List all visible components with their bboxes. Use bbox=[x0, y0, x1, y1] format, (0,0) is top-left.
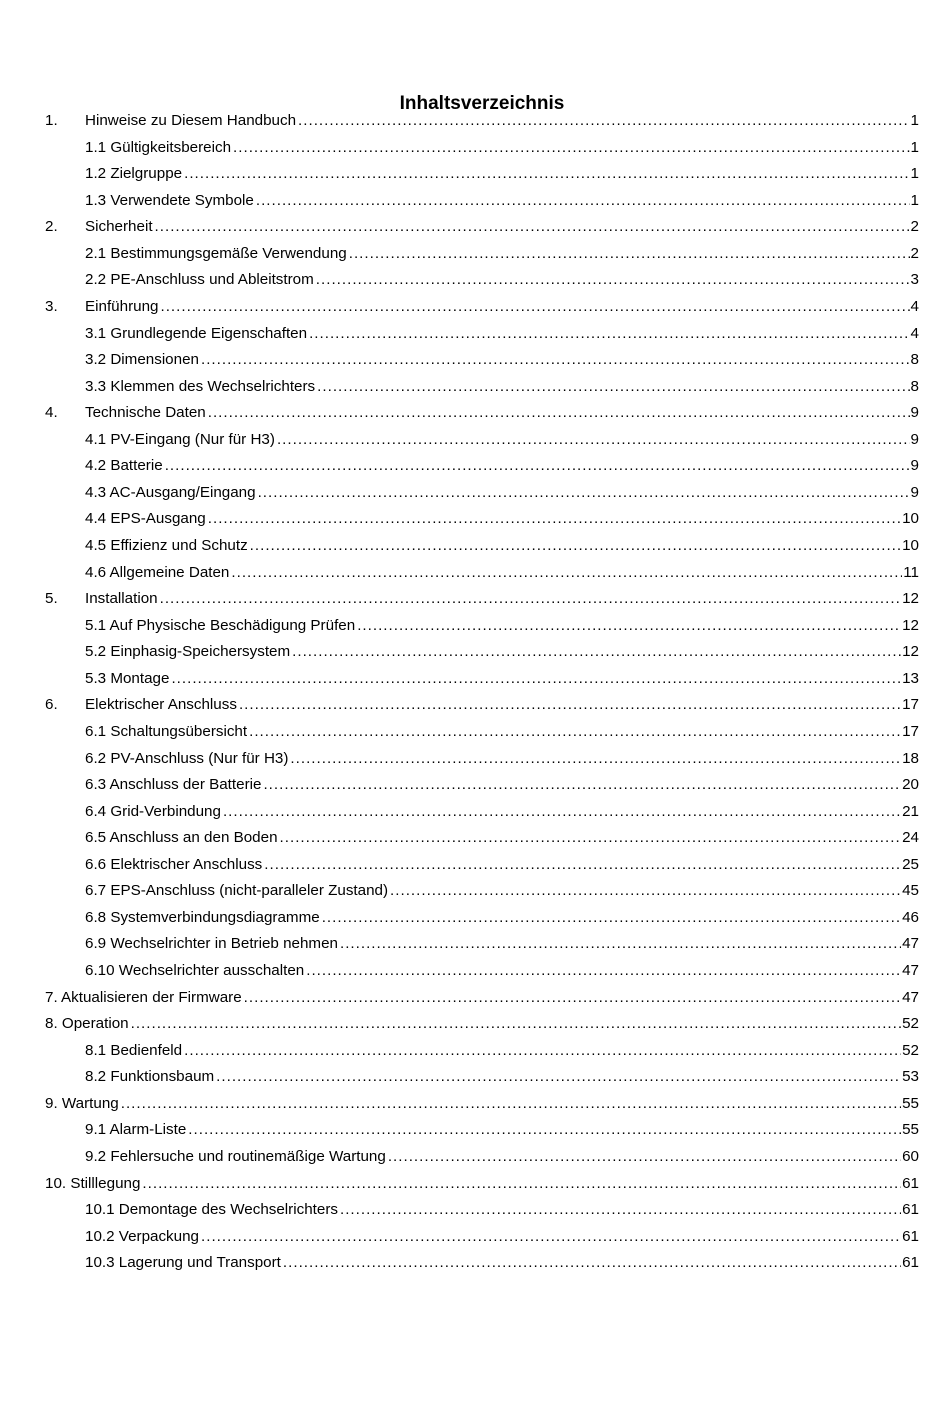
toc-entry-label: 1.1 Gültigkeitsbereich bbox=[85, 138, 232, 156]
toc-entry[interactable] bbox=[0, 161, 950, 188]
toc-entry-page: 3 bbox=[910, 271, 919, 289]
dot-leader bbox=[184, 161, 909, 188]
toc-entry-row bbox=[45, 1011, 919, 1038]
dot-leader bbox=[249, 719, 901, 746]
toc-entry-label: 10.1 Demontage des Wechselrichters bbox=[85, 1201, 338, 1219]
toc-entry-label: 4.2 Batterie bbox=[85, 457, 163, 475]
dot-leader bbox=[244, 985, 901, 1012]
toc-entry-page: 60 bbox=[902, 1147, 919, 1165]
toc-entry-row bbox=[85, 400, 919, 427]
toc-entry-page: 2 bbox=[910, 218, 919, 236]
toc-entry-row bbox=[85, 1224, 919, 1251]
toc-entry-label: 3.1 Grundlegende Eigenschaften bbox=[85, 324, 308, 342]
toc-entry-row bbox=[45, 1171, 919, 1198]
toc-entry[interactable] bbox=[0, 905, 950, 932]
toc-entry-page: 52 bbox=[902, 1015, 919, 1033]
toc-entry-row bbox=[45, 985, 919, 1012]
toc-entry-label: 6.7 EPS-Anschluss (nicht-paralleler Zustand) bbox=[85, 882, 389, 900]
dot-leader bbox=[263, 772, 901, 799]
toc-entry[interactable] bbox=[0, 1064, 950, 1091]
toc-entry-row bbox=[85, 135, 919, 162]
toc-entry-row bbox=[85, 321, 919, 348]
toc-entry-label: Hinweise zu Diesem Handbuch bbox=[85, 112, 297, 129]
toc-entry-label: Sicherheit bbox=[85, 218, 153, 236]
toc-entry-page: 17 bbox=[902, 696, 919, 714]
toc-entry[interactable] bbox=[0, 506, 950, 533]
toc-entry-label: 9.1 Alarm-Liste bbox=[85, 1121, 187, 1139]
toc-entry-row bbox=[85, 639, 919, 666]
toc-entry-label: 6.6 Elektrischer Anschluss bbox=[85, 855, 263, 873]
toc-entry[interactable] bbox=[0, 852, 950, 879]
toc-entry-page: 9 bbox=[910, 404, 919, 422]
toc-entry[interactable] bbox=[0, 294, 950, 321]
toc-entry[interactable] bbox=[0, 241, 950, 268]
toc-entry-page: 61 bbox=[902, 1254, 919, 1272]
toc-entry-page: 12 bbox=[902, 590, 919, 608]
toc-title: Inhaltsverzeichnis bbox=[399, 92, 565, 114]
toc-entry-page: 8 bbox=[910, 377, 919, 395]
dot-leader bbox=[231, 560, 902, 587]
toc-entry[interactable] bbox=[0, 931, 950, 958]
dot-leader bbox=[277, 427, 910, 454]
toc-entry-row bbox=[85, 480, 919, 507]
toc-entry-label: Technische Daten bbox=[85, 404, 206, 422]
toc-entry-page: 4 bbox=[910, 324, 919, 342]
toc-entry-label: 3.2 Dimensionen bbox=[85, 351, 199, 369]
dot-leader bbox=[160, 294, 909, 321]
dot-leader bbox=[390, 878, 901, 905]
toc-entry-row bbox=[45, 1091, 919, 1118]
toc-entry-label: 6.3 Anschluss der Batterie bbox=[85, 776, 262, 794]
toc-entry[interactable] bbox=[0, 1224, 950, 1251]
dot-leader bbox=[184, 1038, 901, 1065]
toc-entry-row bbox=[85, 241, 919, 268]
toc-entry-row bbox=[85, 1117, 919, 1144]
toc-entry-label: 9.2 Fehlersuche und routinemäßige Wartung bbox=[85, 1147, 386, 1165]
toc-entry-label: 4.4 EPS-Ausgang bbox=[85, 510, 206, 528]
toc-entry[interactable] bbox=[0, 560, 950, 587]
toc-entry[interactable] bbox=[0, 347, 950, 374]
toc-entry[interactable] bbox=[0, 374, 950, 401]
dot-leader bbox=[239, 692, 901, 719]
toc-entry-label: 2.2 PE-Anschluss und Ableitstrom bbox=[85, 271, 314, 289]
toc-entry-number: 3. bbox=[45, 297, 58, 315]
toc-entry-page: 2 bbox=[910, 244, 919, 262]
dot-leader bbox=[283, 1250, 901, 1277]
toc-entry-page: 53 bbox=[902, 1068, 919, 1086]
dot-leader bbox=[340, 1197, 901, 1224]
dot-leader bbox=[322, 905, 901, 932]
toc-entry-page: 24 bbox=[902, 829, 919, 847]
dot-leader bbox=[208, 400, 910, 427]
dot-leader bbox=[306, 958, 901, 985]
dot-leader bbox=[264, 852, 901, 879]
dot-leader bbox=[216, 1064, 901, 1091]
toc-entry-page: 8 bbox=[910, 351, 919, 369]
dot-leader bbox=[155, 214, 910, 241]
dot-leader bbox=[357, 613, 901, 640]
toc-entry-page: 55 bbox=[902, 1121, 919, 1139]
toc-entry-page: 52 bbox=[902, 1041, 919, 1059]
toc-entry[interactable] bbox=[0, 321, 950, 348]
toc-entry-page: 45 bbox=[902, 882, 919, 900]
toc-entry-label: 4.3 AC-Ausgang/Eingang bbox=[85, 483, 256, 501]
dot-leader bbox=[292, 639, 901, 666]
dot-leader bbox=[142, 1171, 901, 1198]
toc-entry-label: 6.5 Anschluss an den Boden bbox=[85, 829, 278, 847]
toc-entry-page: 21 bbox=[902, 802, 919, 820]
toc-entry[interactable] bbox=[0, 1038, 950, 1065]
toc-entry-page: 10 bbox=[902, 510, 919, 528]
dot-leader bbox=[349, 241, 910, 268]
toc-entry-page: 17 bbox=[902, 722, 919, 740]
toc-entry-label: 9. Wartung bbox=[45, 1094, 119, 1112]
toc-entry-label: 6.4 Grid-Verbindung bbox=[85, 802, 221, 820]
toc-entry-row bbox=[85, 560, 919, 587]
toc-entry-label: Einführung bbox=[85, 297, 159, 315]
toc-entry-page: 47 bbox=[902, 988, 919, 1006]
dot-leader bbox=[309, 321, 909, 348]
table-of-contents bbox=[0, 108, 950, 1277]
toc-entry-number: 1. bbox=[45, 112, 58, 129]
toc-entry-row bbox=[85, 294, 919, 321]
toc-entry-label: 6.2 PV-Anschluss (Nur für H3) bbox=[85, 749, 289, 767]
toc-entry-label: 5.2 Einphasig-Speichersystem bbox=[85, 643, 291, 661]
toc-entry-label: 4.6 Allgemeine Daten bbox=[85, 563, 230, 581]
toc-entry-row bbox=[85, 692, 919, 719]
toc-entry-row bbox=[85, 427, 919, 454]
toc-entry[interactable] bbox=[0, 772, 950, 799]
dot-leader bbox=[160, 586, 901, 613]
toc-entry-page: 47 bbox=[902, 962, 919, 979]
toc-entry-number: 6. bbox=[45, 696, 58, 714]
toc-entry[interactable] bbox=[0, 427, 950, 454]
toc-entry[interactable] bbox=[0, 1011, 950, 1038]
dot-leader bbox=[340, 931, 901, 958]
toc-entry[interactable] bbox=[0, 958, 950, 985]
toc-entry[interactable] bbox=[0, 719, 950, 746]
toc-entry-number: 5. bbox=[45, 590, 58, 608]
toc-entry[interactable] bbox=[0, 108, 950, 135]
toc-entry-label: 1.3 Verwendete Symbole bbox=[85, 191, 254, 209]
toc-entry-row bbox=[85, 161, 919, 188]
toc-entry-page: 9 bbox=[910, 430, 919, 448]
toc-entry-page: 1 bbox=[910, 112, 919, 129]
toc-entry-row bbox=[85, 958, 919, 985]
toc-entry[interactable] bbox=[0, 135, 950, 162]
toc-entry-label: 8.2 Funktionsbaum bbox=[85, 1068, 215, 1086]
toc-entry-row bbox=[85, 214, 919, 241]
toc-entry-label: 10.2 Verpackung bbox=[85, 1227, 199, 1245]
toc-entry[interactable] bbox=[0, 692, 950, 719]
toc-entry-row bbox=[85, 772, 919, 799]
toc-entry[interactable] bbox=[0, 267, 950, 294]
toc-entry-page: 9 bbox=[910, 457, 919, 475]
toc-entry[interactable] bbox=[0, 1091, 950, 1118]
toc-entry-page: 61 bbox=[902, 1227, 919, 1245]
toc-entry-row bbox=[85, 506, 919, 533]
toc-entry[interactable] bbox=[0, 214, 950, 241]
toc-entry-page: 25 bbox=[902, 855, 919, 873]
toc-entry-page: 4 bbox=[910, 297, 919, 315]
toc-entry-page: 1 bbox=[910, 138, 919, 156]
dot-leader bbox=[280, 825, 902, 852]
dot-leader bbox=[201, 347, 910, 374]
toc-entry[interactable] bbox=[0, 400, 950, 427]
dot-leader bbox=[131, 1011, 902, 1038]
toc-entry-label: 6.10 Wechselrichter ausschalten bbox=[85, 962, 305, 979]
toc-entry-page: 61 bbox=[902, 1201, 919, 1219]
toc-entry-page: 12 bbox=[902, 616, 919, 634]
toc-entry-row bbox=[85, 799, 919, 826]
toc-entry[interactable] bbox=[0, 1144, 950, 1171]
toc-entry-label: 10.3 Lagerung und Transport bbox=[85, 1254, 281, 1272]
toc-entry-row bbox=[85, 1144, 919, 1171]
toc-entry-row bbox=[85, 719, 919, 746]
toc-entry-page: 55 bbox=[902, 1094, 919, 1112]
toc-entry-label: 2.1 Bestimmungsgemäße Verwendung bbox=[85, 244, 347, 262]
toc-entry-label: Elektrischer Anschluss bbox=[85, 696, 237, 714]
toc-entry-page: 1 bbox=[910, 165, 919, 183]
toc-entry-label: Installation bbox=[85, 590, 158, 608]
toc-entry[interactable] bbox=[0, 586, 950, 613]
dot-leader bbox=[290, 746, 901, 773]
toc-entry-row bbox=[85, 666, 919, 693]
toc-entry-page: 46 bbox=[902, 908, 919, 926]
toc-entry-page: 20 bbox=[902, 776, 919, 794]
toc-entry-row bbox=[85, 453, 919, 480]
dot-leader bbox=[258, 480, 910, 507]
toc-entry-row bbox=[85, 267, 919, 294]
toc-entry-row bbox=[85, 533, 919, 560]
toc-entry-label: 1.2 Zielgruppe bbox=[85, 165, 183, 183]
toc-entry-row bbox=[85, 374, 919, 401]
toc-entry-label: 3.3 Klemmen des Wechselrichters bbox=[85, 377, 316, 395]
toc-entry[interactable] bbox=[0, 480, 950, 507]
toc-entry-page: 12 bbox=[902, 643, 919, 661]
toc-entry[interactable] bbox=[0, 1197, 950, 1224]
toc-entry[interactable] bbox=[0, 188, 950, 215]
toc-entry-row bbox=[85, 188, 919, 215]
toc-entry[interactable] bbox=[0, 453, 950, 480]
toc-entry[interactable] bbox=[0, 825, 950, 852]
toc-entry[interactable] bbox=[0, 1117, 950, 1144]
toc-entry[interactable] bbox=[0, 533, 950, 560]
toc-entry-label: 6.9 Wechselrichter in Betrieb nehmen bbox=[85, 935, 338, 953]
toc-entry-row bbox=[85, 613, 919, 640]
dot-leader bbox=[317, 374, 909, 401]
toc-entry-page: 10 bbox=[902, 537, 919, 554]
toc-entry[interactable] bbox=[0, 639, 950, 666]
toc-entry-row bbox=[85, 905, 919, 932]
toc-entry[interactable] bbox=[0, 746, 950, 773]
dot-leader bbox=[298, 108, 910, 135]
dot-leader bbox=[201, 1224, 901, 1251]
dot-leader bbox=[223, 799, 901, 826]
toc-entry-row bbox=[85, 931, 919, 958]
toc-entry-label: 4.5 Effizienz und Schutz bbox=[85, 537, 248, 554]
toc-entry[interactable] bbox=[0, 666, 950, 693]
dot-leader bbox=[388, 1144, 901, 1171]
toc-entry-row bbox=[85, 1197, 919, 1224]
toc-entry-label: 4.1 PV-Eingang (Nur für H3) bbox=[85, 430, 275, 448]
toc-entry-number: 4. bbox=[45, 404, 58, 422]
dot-leader bbox=[208, 506, 901, 533]
dot-leader bbox=[250, 533, 901, 560]
toc-entry-page: 18 bbox=[902, 749, 919, 767]
toc-entry-row bbox=[85, 586, 919, 613]
toc-entry[interactable] bbox=[0, 1171, 950, 1198]
toc-entry-row bbox=[85, 1038, 919, 1065]
dot-leader bbox=[121, 1091, 901, 1118]
toc-entry-label: 6.8 Systemverbindungsdiagramme bbox=[85, 908, 320, 926]
dot-leader bbox=[165, 453, 910, 480]
toc-entry-page: 1 bbox=[910, 191, 919, 209]
toc-entry-page: 47 bbox=[902, 935, 919, 953]
dot-leader bbox=[188, 1117, 901, 1144]
toc-entry-page: 61 bbox=[902, 1174, 919, 1192]
dot-leader bbox=[256, 188, 910, 215]
toc-entry-label: 5.3 Montage bbox=[85, 669, 170, 687]
dot-leader bbox=[316, 267, 910, 294]
toc-entry-row bbox=[85, 852, 919, 879]
toc-entry-label: 8. Operation bbox=[45, 1015, 129, 1033]
toc-entry-label: 10. Stilllegung bbox=[45, 1174, 141, 1192]
toc-entry-label: 5.1 Auf Physische Beschädigung Prüfen bbox=[85, 616, 356, 634]
toc-entry-page: 11 bbox=[903, 563, 919, 581]
toc-entry[interactable] bbox=[0, 613, 950, 640]
toc-entry[interactable] bbox=[0, 799, 950, 826]
toc-entry-row bbox=[85, 878, 919, 905]
toc-entry-row bbox=[85, 347, 919, 374]
toc-entry-row bbox=[85, 1250, 919, 1277]
toc-entry-page: 13 bbox=[902, 669, 919, 687]
toc-entry[interactable] bbox=[0, 878, 950, 905]
toc-entry[interactable] bbox=[0, 1250, 950, 1277]
toc-entry-label: 7. Aktualisieren der Firmware bbox=[45, 988, 242, 1006]
toc-entry-page: 9 bbox=[910, 483, 919, 501]
dot-leader bbox=[233, 135, 910, 162]
dot-leader bbox=[171, 666, 901, 693]
toc-entry-row bbox=[85, 746, 919, 773]
toc-entry[interactable] bbox=[0, 985, 950, 1012]
toc-entry-row bbox=[85, 1064, 919, 1091]
toc-entry-row bbox=[85, 108, 919, 135]
toc-entry-row bbox=[85, 825, 919, 852]
toc-entry-label: 6.1 Schaltungsübersicht bbox=[85, 722, 248, 740]
toc-entry-label: 8.1 Bedienfeld bbox=[85, 1041, 183, 1059]
toc-entry-number: 2. bbox=[45, 218, 58, 236]
